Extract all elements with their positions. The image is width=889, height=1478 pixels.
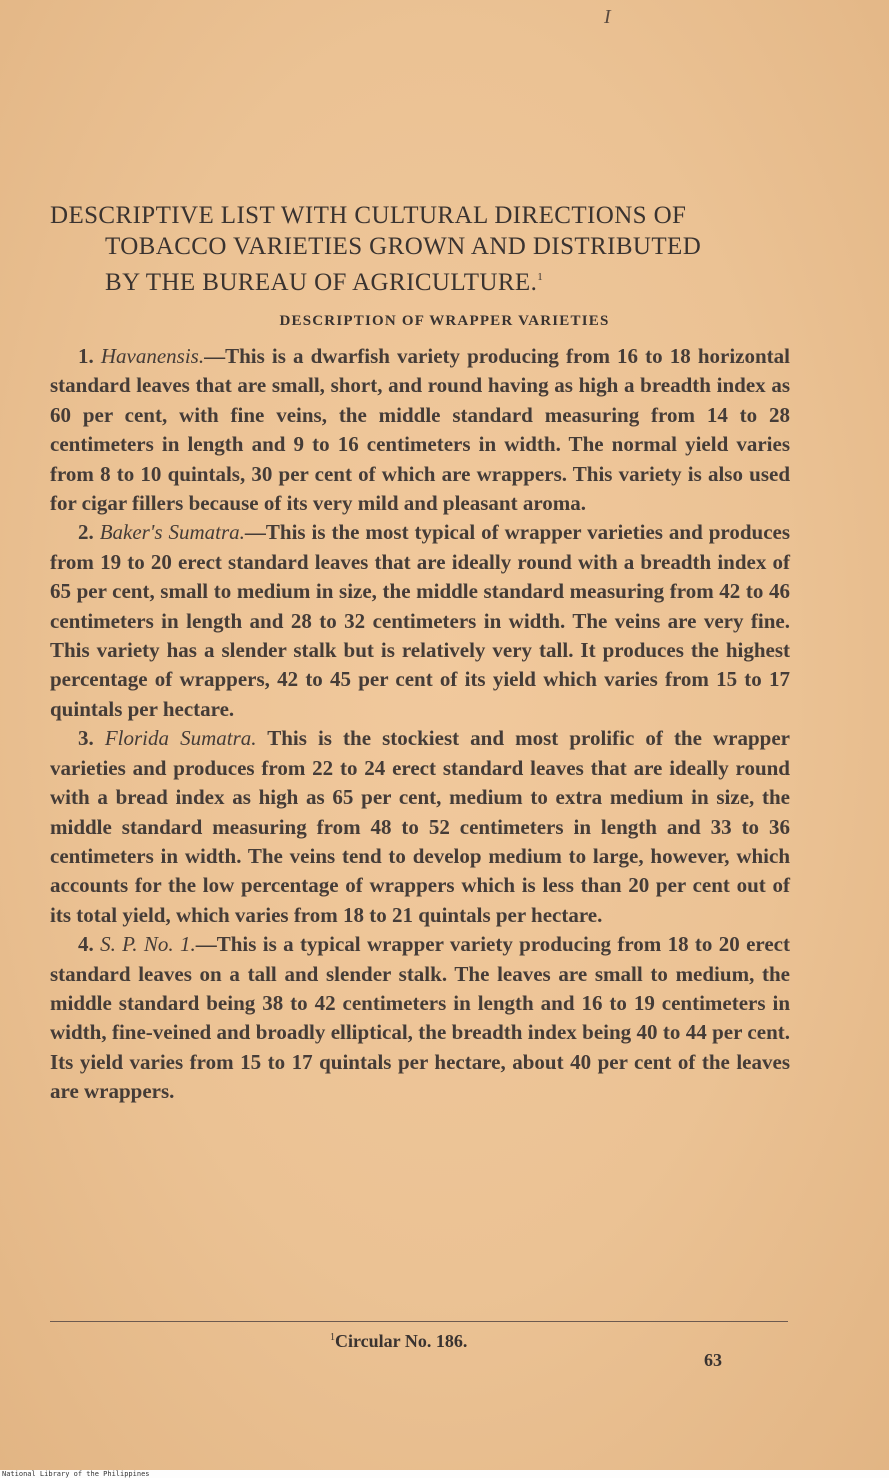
paragraph-number: 1. xyxy=(78,344,94,368)
paragraph-bakers-sumatra xyxy=(50,518,790,724)
library-credit: National Library of the Philippines xyxy=(2,1470,150,1478)
paragraph-text: —This is a dwarfish variety producing from 16 to 18 horizontal standard leaves that are small, short, and round having as high a breadth index as 60 per cent, with fine veins, the middle standard measuring from 14 to 28 centimeters in length and 9 to 16 centimeters in width. The normal yield varies from 8 to 10 quintals, 30 per cent of which are wrappers. This variety is also used for cigar fillers because of its very mild and pleasant aroma. xyxy=(50,344,790,516)
paragraph-number: 2. xyxy=(78,520,94,545)
document-title xyxy=(50,200,810,298)
title-line-3 xyxy=(50,262,810,298)
top-mark: I xyxy=(604,6,611,28)
paragraph-text: —This is the most typical of wrapper varieties and produces from 19 to 20 erect standard leaves that are ideally round with a breadth index of 65 per cent, small to medium in size, the middle standard measuring from 42 to 46 centimeters in length and 28 to 32 centimeters in width. The veins are very fine. This variety has a slender stalk but is relatively very tall. It produces the highest percentage of wrappers, 42 to 45 per cent of its yield which varies from 15 to 17 quintals per hectare. xyxy=(50,520,791,721)
title-line-1: DESCRIPTIVE LIST WITH CULTURAL DIRECTIONS OF xyxy=(50,202,687,229)
title-footnote-marker: 1 xyxy=(537,271,544,283)
paragraph-number: 4. xyxy=(78,932,94,957)
variety-name: S. P. No. 1. xyxy=(100,932,196,957)
variety-name: Baker's Sumatra. xyxy=(99,520,245,545)
footnote-marker: 1 xyxy=(330,1332,335,1343)
footnote-text: Circular No. 186. xyxy=(335,1331,468,1351)
title-line-2: TOBACCO VARIETIES GROWN AND DISTRIBUTED xyxy=(105,233,702,260)
variety-name: Havanensis. xyxy=(100,344,205,368)
paragraph-number: 3. xyxy=(78,726,94,751)
section-subheading: DESCRIPTION OF WRAPPER VARIETIES xyxy=(279,313,610,329)
paragraph-havanensis xyxy=(50,342,790,518)
paragraph-florida-sumatra xyxy=(50,724,790,930)
page-number: 63 xyxy=(704,1350,722,1370)
footnote-divider xyxy=(50,1321,788,1322)
paragraph-text: —This is a typical wrapper variety producing from 18 to 20 erect standard leaves on a tall and slender stalk. The leaves are small to medium, the middle standard being 38 to 42 centimeters in length and 16 to 19 centimeters in width, fine-veined and broadly elliptical, the breadth index being 40 to 44 per cent. Its yield varies from 15 to 17 quintals per hectare, about 40 per cent of the leaves are wrappers. xyxy=(50,932,790,1104)
paragraph-text: This is the stockiest and most prolific of the wrapper varieties and produces from 22 to 24 erect standard leaves that are ideally round with a bread index as high as 65 per cent, medium to extra medium in size, the middle standard measuring from 48 to 52 centimeters in length and 33 to 36 centimeters in width. The veins tend to develop medium to large, however, which accounts for the low percentage of wrappers which is less than 20 per cent out of its total yield, which varies from 18 to 21 quintals per hectare. xyxy=(50,726,790,927)
body-text xyxy=(50,342,790,1107)
footnote xyxy=(330,1331,467,1352)
title-line-3-text: BY THE BUREAU OF AGRICULTURE. xyxy=(105,269,538,296)
variety-name: Florida Sumatra. xyxy=(104,726,257,751)
paragraph-sp-no-1 xyxy=(50,930,790,1106)
